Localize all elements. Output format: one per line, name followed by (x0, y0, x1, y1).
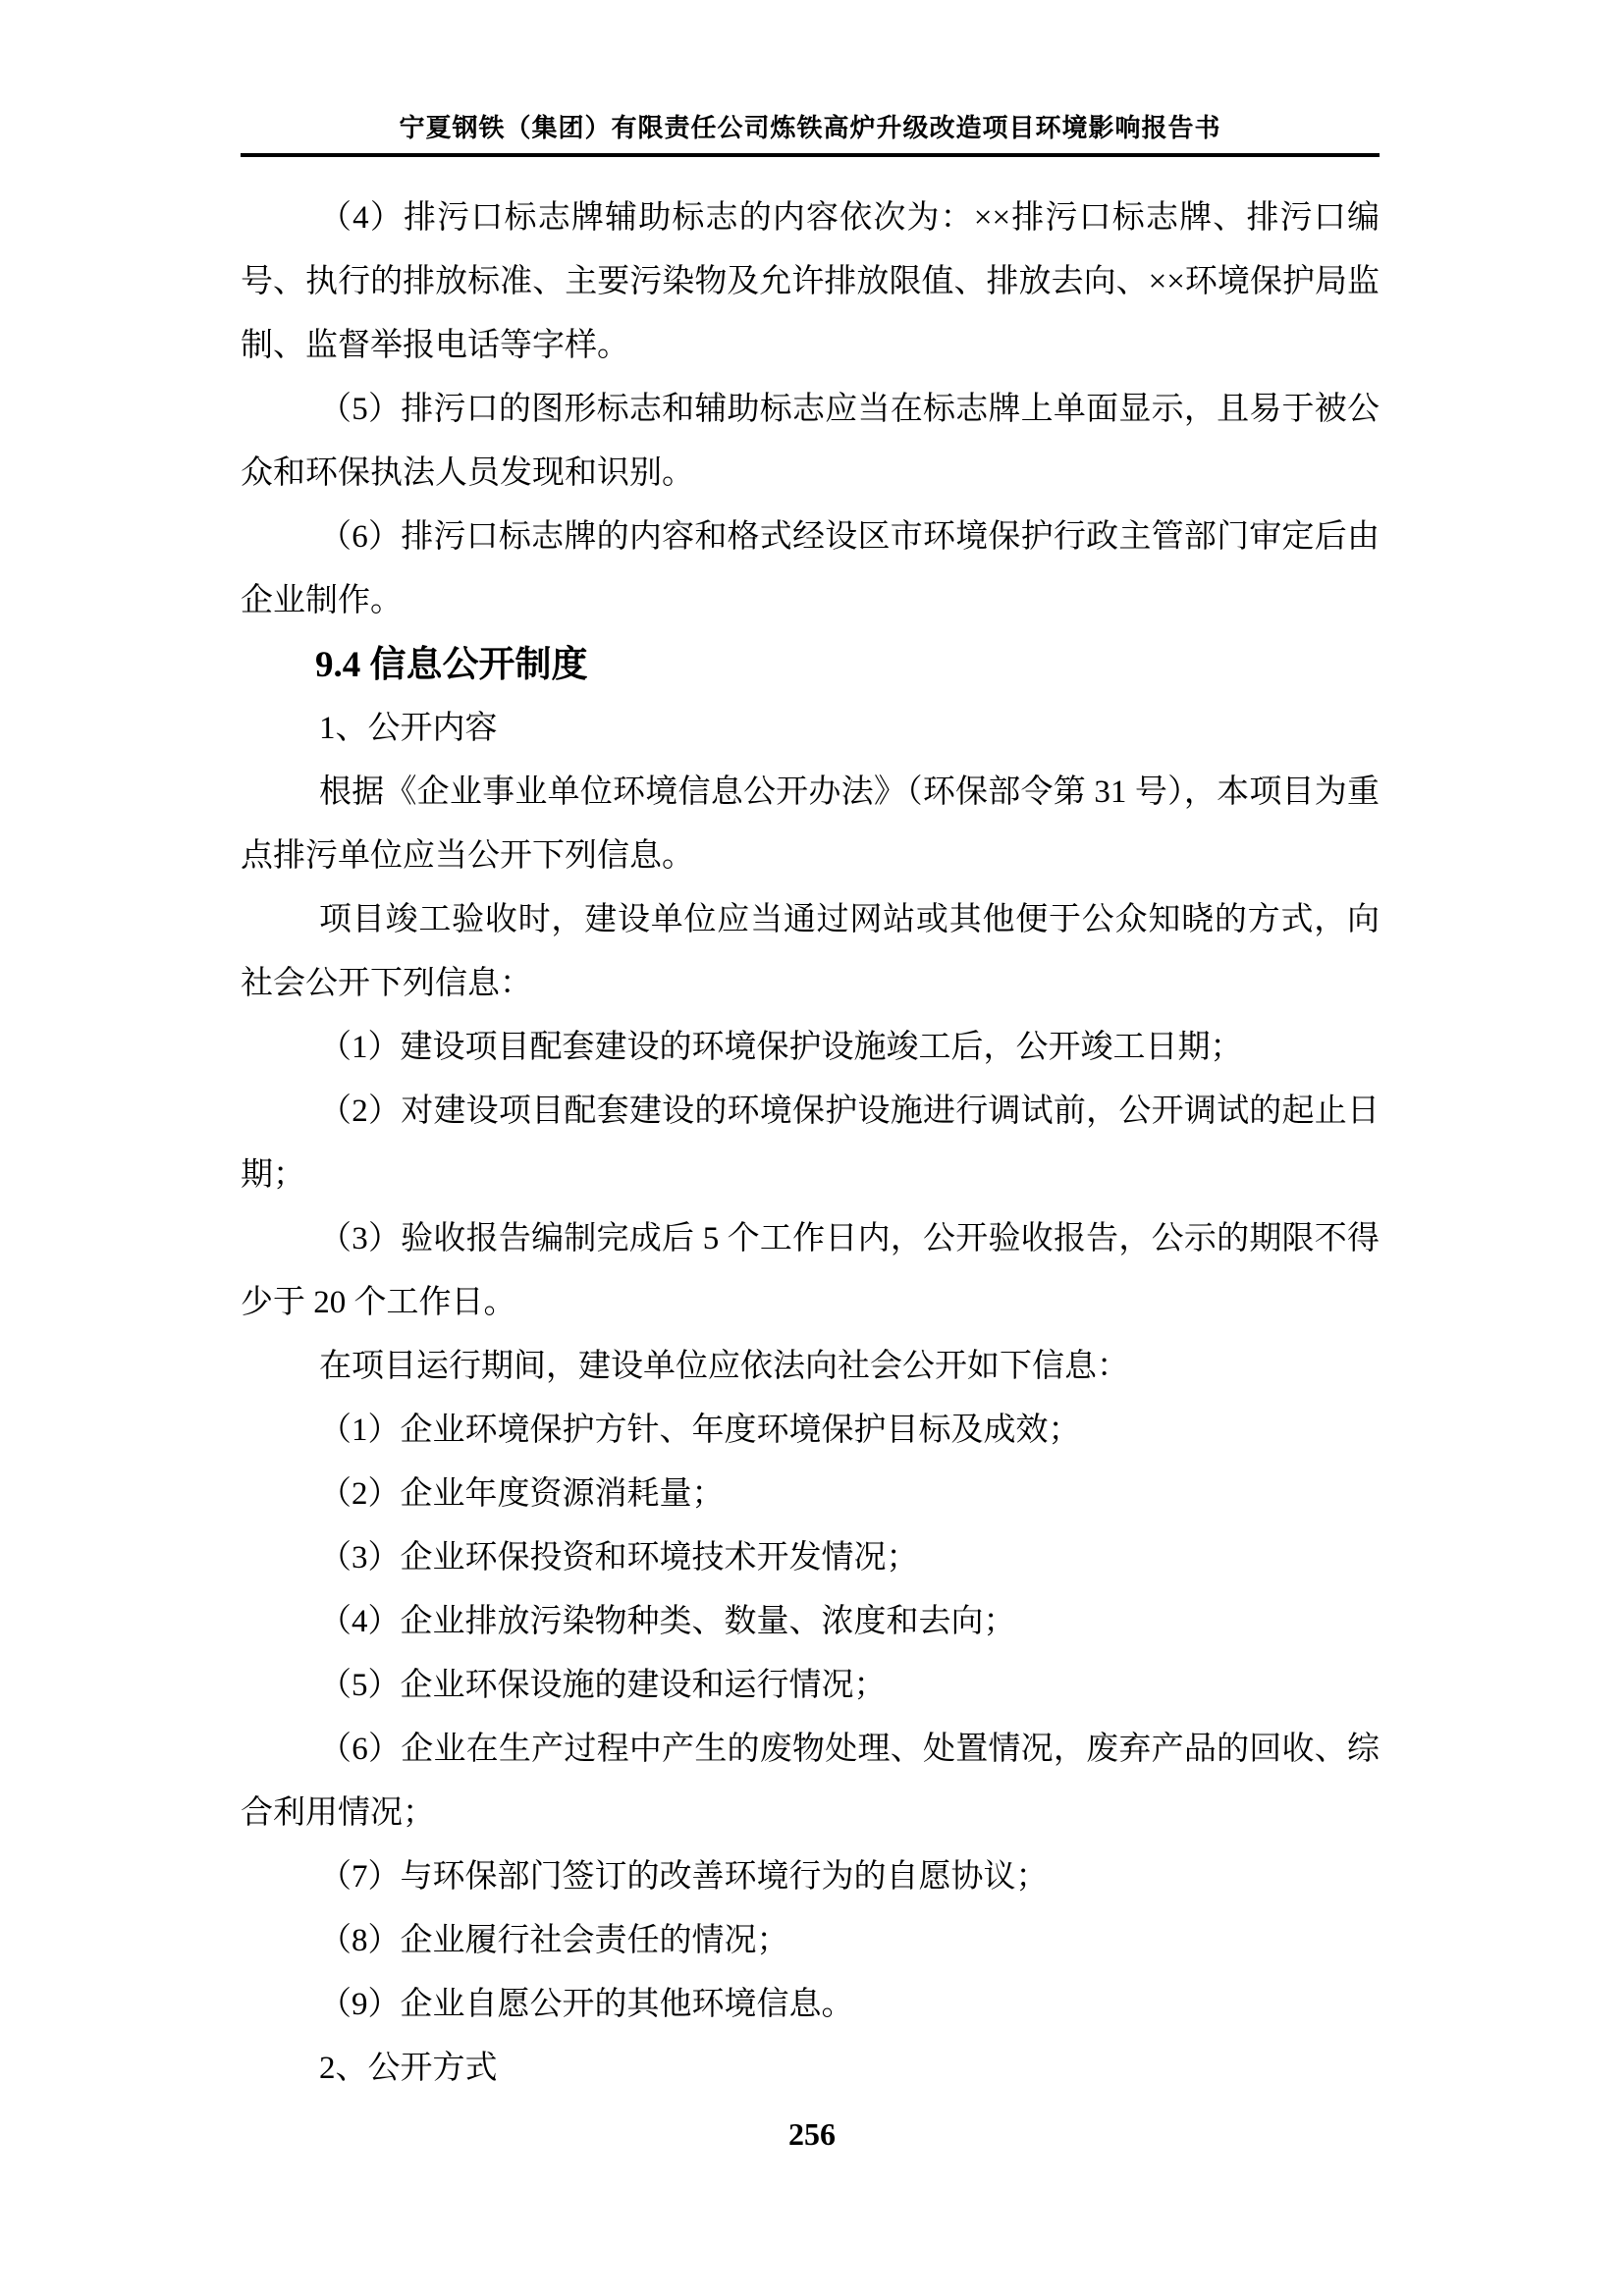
paragraph: 根据《企业事业单位环境信息公开办法》（环保部令第 31 号），本项目为重点排污单位应当公开下列信息。 (241, 774, 1380, 874)
list-item: （3）企业环保投资和环境技术开发情况； (319, 1540, 919, 1575)
list-item: （7）与环保部门签订的改善环境行为的自愿协议； (319, 1859, 1049, 1895)
paragraph: 项目竣工验收时，建设单位应当通过网站或其他便于公众知晓的方式，向社会公开下列信息： (241, 902, 1380, 1001)
page-header (241, 108, 1380, 157)
page-number: 256 (788, 2116, 836, 2152)
list-item: （4）企业排放污染物种类、数量、浓度和去向； (319, 1604, 1016, 1639)
list-item: （2）企业年度资源消耗量； (319, 1476, 725, 1512)
list-intro: 2、公开方式 (319, 2051, 498, 2086)
header-title: 宁夏钢铁（集团）有限责任公司炼铁高炉升级改造项目环境影响报告书 (399, 114, 1221, 142)
list-item: （3）验收报告编制完成后 5 个工作日内，公开验收报告，公示的期限不得少于 20 个工作日。 (241, 1221, 1380, 1320)
list-item: （9）企业自愿公开的其他环境信息。 (319, 1987, 854, 2022)
list-item: （6）企业在生产过程中产生的废物处理、处置情况，废弃产品的回收、综合利用情况； (241, 1732, 1380, 1831)
paragraph: （5）排污口的图形标志和辅助标志应当在标志牌上单面显示，且易于被公众和环保执法人员发现和识别。 (241, 392, 1380, 491)
list-item: （5）企业环保设施的建设和运行情况； (319, 1668, 887, 1703)
section-heading: 9.4 信息公开制度 (315, 645, 588, 685)
list-intro: 1、公开内容 (319, 711, 498, 746)
list-item: （1）企业环境保护方针、年度环境保护目标及成效； (319, 1413, 1081, 1448)
list-item: （1）建设项目配套建设的环境保护设施竣工后，公开竣工日期； (319, 1030, 1243, 1065)
document-body (241, 187, 1380, 2101)
paragraph: （6）排污口标志牌的内容和格式经设区市环境保护行政主管部门审定后由企业制作。 (241, 519, 1380, 618)
paragraph: （4）排污口标志牌辅助标志的内容依次为：××排污口标志牌、排污口编号、执行的排放标准、主要污染物及允许排放限值、排放去向、××环境保护局监制、监督举报电话等字样。 (241, 200, 1380, 363)
list-item: （8）企业履行社会责任的情况； (319, 1923, 789, 1958)
list-item: （2）对建设项目配套建设的环境保护设施进行调试前，公开调试的起止日期； (241, 1094, 1380, 1193)
page-footer (0, 2116, 1624, 2153)
paragraph: 在项目运行期间，建设单位应依法向社会公开如下信息： (319, 1349, 1129, 1384)
